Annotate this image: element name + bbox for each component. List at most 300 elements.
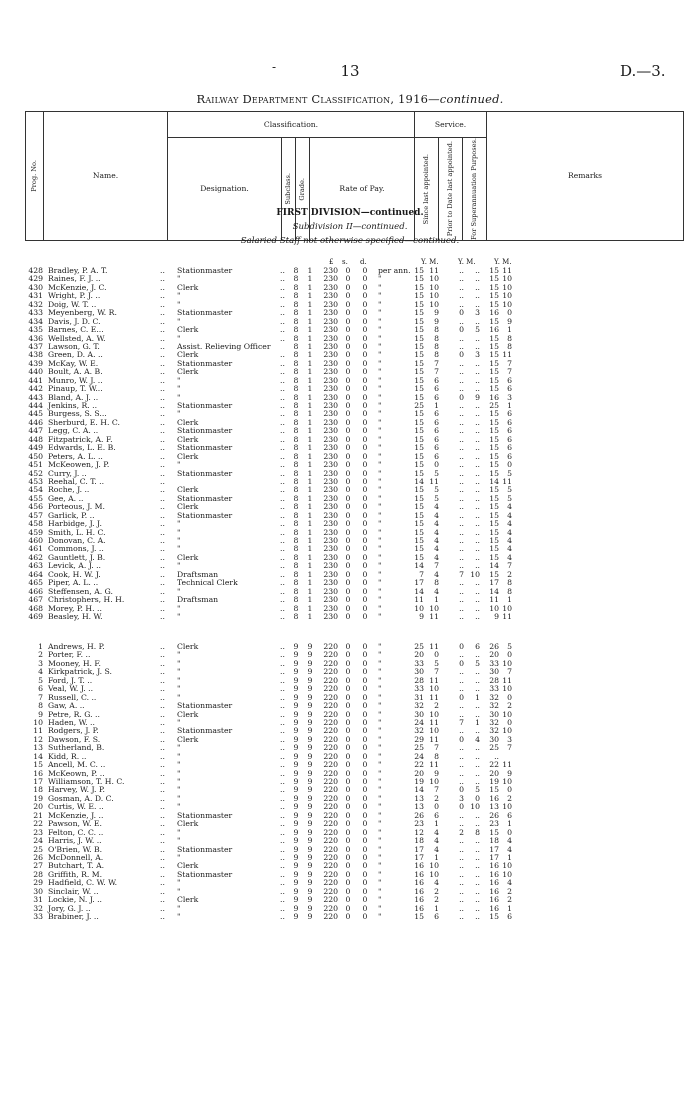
prog-no: 436 — [28, 333, 43, 343]
prior-months: .. — [475, 544, 480, 554]
prior-years: .. — [459, 861, 464, 871]
pay-shillings: 0 — [345, 569, 351, 579]
since-months: 5 — [434, 485, 439, 495]
pay-shillings: 0 — [345, 392, 351, 402]
pay-period: " — [378, 384, 382, 394]
pay-period: " — [378, 282, 382, 292]
leader-dots: .. — [280, 793, 285, 803]
pay-pence: 0 — [362, 299, 368, 309]
page-number: 13 — [340, 62, 360, 80]
prior-months: .. — [475, 527, 480, 537]
pay-pence: 0 — [362, 274, 368, 284]
super-months: 11 — [502, 675, 512, 685]
grade: 9 — [307, 869, 313, 879]
pay-period: " — [378, 291, 382, 301]
leader-dots: .. — [280, 308, 285, 318]
grade: 1 — [307, 392, 313, 402]
since-years: 15 — [414, 468, 424, 478]
since-months: 4 — [434, 569, 439, 579]
super-months: 6 — [507, 443, 512, 453]
prior-years: .. — [459, 544, 464, 554]
prior-years: .. — [459, 603, 464, 613]
since-months: 6 — [434, 810, 439, 820]
prior-months: 0 — [475, 793, 480, 803]
pay-shillings: 0 — [345, 836, 351, 846]
designation: " — [177, 717, 181, 727]
staff-name: Wright, P. J. .. — [48, 291, 101, 301]
leader-dots: .. — [280, 266, 285, 275]
since-months: 11 — [429, 476, 439, 486]
subclass: 8 — [293, 544, 299, 554]
pay-period: per ann. — [378, 266, 411, 275]
since-years: 15 — [414, 502, 424, 512]
since-years: 30 — [414, 667, 424, 677]
subclass: 8 — [293, 493, 299, 503]
staff-name: Kidd, R. .. — [48, 751, 87, 761]
prior-years: .. — [459, 384, 464, 394]
leader-dots: .. — [280, 895, 285, 905]
grade: 9 — [307, 675, 313, 685]
designation: " — [177, 667, 181, 677]
pay-pence: 0 — [362, 552, 368, 562]
pay-period: " — [378, 777, 382, 786]
pay-period: " — [378, 502, 382, 512]
pay-shillings: 0 — [345, 734, 351, 744]
grade: 1 — [307, 274, 313, 284]
prog-no: 442 — [28, 384, 43, 394]
grade: 9 — [307, 701, 313, 711]
subclass: 8 — [293, 578, 299, 588]
pay-shillings: 0 — [345, 751, 351, 761]
super-years: 16 — [489, 308, 499, 318]
pay-pence: 0 — [362, 751, 368, 761]
grade: 9 — [307, 852, 313, 862]
pay-shillings: 0 — [345, 827, 351, 837]
pay-shillings: 0 — [345, 709, 351, 719]
subclass: 9 — [293, 819, 299, 829]
pay-period: " — [378, 611, 382, 621]
pay-pence: 0 — [362, 827, 368, 837]
pay-period: " — [378, 510, 382, 520]
pay-pounds: 230 — [323, 291, 338, 301]
pay-pence: 0 — [362, 701, 368, 711]
pay-pounds: 230 — [323, 476, 338, 486]
prior-years: .. — [459, 852, 464, 862]
prog-no: 437 — [28, 341, 43, 351]
grade: 1 — [307, 350, 313, 360]
pay-pounds: 230 — [323, 493, 338, 503]
designation: Clerk — [177, 502, 199, 512]
subclass: 9 — [293, 836, 299, 846]
subclass: 8 — [293, 611, 299, 621]
since-years: 15 — [414, 527, 424, 537]
pay-period: " — [378, 569, 382, 579]
pay-period: " — [378, 861, 382, 871]
subclass: 8 — [293, 468, 299, 478]
super-years: 25 — [489, 743, 499, 753]
since-months: 5 — [434, 493, 439, 503]
leader-dots: .. — [280, 502, 285, 512]
prior-months: 1 — [475, 692, 480, 702]
since-months: 6 — [434, 375, 439, 385]
prog-no: 7 — [38, 692, 43, 702]
pay-pounds: 230 — [323, 392, 338, 402]
super-months: 10 — [502, 274, 512, 284]
since-years: 33 — [414, 658, 424, 668]
pay-period: " — [378, 760, 382, 770]
leader-dots: .. — [160, 468, 165, 478]
subclass: 8 — [293, 552, 299, 562]
since-years: 13 — [414, 802, 424, 812]
pay-pounds: 220 — [323, 760, 338, 770]
unit-ym-since: Y. M. — [421, 258, 439, 266]
pay-pounds: 220 — [323, 861, 338, 871]
prior-years: .. — [459, 578, 464, 588]
since-years: 15 — [414, 510, 424, 520]
super-months: 11 — [502, 476, 512, 486]
super-years: 15 — [489, 299, 499, 309]
leader-dots: .. — [160, 777, 165, 786]
super-years: 11 — [489, 595, 499, 605]
table-row — [0, 284, 700, 292]
subclass: 8 — [293, 561, 299, 571]
pay-period: " — [378, 709, 382, 719]
prior-years: .. — [459, 282, 464, 292]
prior-months: .. — [475, 912, 480, 921]
staff-name: Sherburd, E. H. C. — [48, 417, 120, 427]
super-months: 4 — [507, 510, 512, 520]
prior-months: .. — [475, 384, 480, 394]
staff-name: Bland, A. J. .. — [48, 392, 99, 402]
since-years: 14 — [414, 476, 424, 486]
subclass: 9 — [293, 667, 299, 677]
leader-dots: .. — [160, 642, 165, 651]
pay-shillings: 0 — [345, 325, 351, 335]
designation: " — [177, 333, 181, 343]
pay-pounds: 220 — [323, 658, 338, 668]
table-row — [0, 309, 700, 317]
since-years: 14 — [414, 561, 424, 571]
leader-dots: .. — [280, 912, 285, 921]
prog-no: 9 — [38, 709, 43, 719]
leader-dots: .. — [280, 333, 285, 343]
prior-months: .. — [475, 595, 480, 605]
pay-period: " — [378, 903, 382, 913]
staff-name: McKenzie, J. C. — [48, 282, 107, 292]
pay-pence: 0 — [362, 493, 368, 503]
pay-pounds: 220 — [323, 827, 338, 837]
super-months: 6 — [507, 384, 512, 394]
super-months: 0 — [507, 460, 512, 470]
leader-dots: .. — [160, 299, 165, 309]
super-years: 16 — [489, 878, 499, 888]
staff-name: McDonnell, A. — [48, 852, 104, 862]
staff-name: Ancell, M. C. .. — [48, 760, 106, 770]
super-years: 15 — [489, 341, 499, 351]
prog-no: 30 — [33, 886, 43, 896]
super-months: 2 — [507, 701, 512, 711]
super-months: 6 — [507, 375, 512, 385]
prog-no: 467 — [28, 595, 43, 605]
super-months: 2 — [507, 569, 512, 579]
prior-months: .. — [475, 611, 480, 621]
pay-pence: 0 — [362, 658, 368, 668]
since-years: 15 — [414, 291, 424, 301]
table-row — [0, 651, 700, 659]
leader-dots: .. — [280, 603, 285, 613]
prior-years: 7 — [459, 717, 464, 727]
subclass: 8 — [293, 476, 299, 486]
designation: " — [177, 760, 181, 770]
grade: 1 — [307, 299, 313, 309]
pay-pounds: 220 — [323, 726, 338, 736]
prior-years: .. — [459, 912, 464, 921]
prior-years: .. — [459, 468, 464, 478]
prior-months: .. — [475, 743, 480, 753]
super-months: 9 — [507, 316, 512, 326]
table-row — [0, 537, 700, 545]
table-row — [0, 702, 700, 710]
since-months: 9 — [434, 316, 439, 326]
prior-years: .. — [459, 451, 464, 461]
leader-dots: .. — [160, 519, 165, 529]
designation: " — [177, 777, 181, 786]
prior-months: .. — [475, 675, 480, 685]
designation: " — [177, 375, 181, 385]
super-months: 8 — [507, 333, 512, 343]
staff-name: Russell, C. .. — [48, 692, 97, 702]
pay-pence: 0 — [362, 743, 368, 753]
prog-no: 18 — [33, 785, 43, 795]
pay-pounds: 220 — [323, 895, 338, 905]
pay-pounds: 230 — [323, 341, 338, 351]
since-years: 7 — [419, 569, 424, 579]
prior-months: .. — [475, 502, 480, 512]
leader-dots: .. — [160, 367, 165, 377]
since-months: 10 — [429, 869, 439, 879]
prog-no: 24 — [33, 836, 43, 846]
pay-shillings: 0 — [345, 384, 351, 394]
since-months: 1 — [434, 903, 439, 913]
prior-years: .. — [459, 878, 464, 888]
pay-shillings: 0 — [345, 810, 351, 820]
since-years: 15 — [414, 451, 424, 461]
section-salaried: Salaried Staff not otherwise specified—continued. — [240, 236, 460, 246]
pay-shillings: 0 — [345, 552, 351, 562]
since-years: 16 — [414, 878, 424, 888]
pay-shillings: 0 — [345, 527, 351, 537]
prior-months: .. — [475, 510, 480, 520]
super-years: 15 — [489, 468, 499, 478]
staff-name: Williamson, T. H. C. — [48, 777, 125, 786]
super-years: 17 — [489, 578, 499, 588]
header-prog-no: Prog. No. — [26, 112, 44, 241]
pay-pence: 0 — [362, 266, 368, 275]
since-months: 8 — [434, 341, 439, 351]
since-months: 8 — [434, 325, 439, 335]
designation: " — [177, 852, 181, 862]
leader-dots: .. — [160, 316, 165, 326]
pay-pence: 0 — [362, 903, 368, 913]
since-months: 11 — [429, 675, 439, 685]
header-name: Name. — [44, 112, 168, 241]
super-months: 0 — [507, 308, 512, 318]
super-years: 16 — [489, 793, 499, 803]
super-months: 1 — [507, 325, 512, 335]
leader-dots: .. — [280, 819, 285, 829]
table-row — [0, 913, 700, 921]
staff-name: Ford, J. T. .. — [48, 675, 93, 685]
since-years: 19 — [414, 777, 424, 786]
leader-dots: .. — [160, 667, 165, 677]
super-months: 1 — [507, 852, 512, 862]
staff-name: Mooney, H. F. — [48, 658, 102, 668]
pay-shillings: 0 — [345, 650, 351, 660]
table-row — [0, 343, 700, 351]
grade: 1 — [307, 358, 313, 368]
prog-no: 439 — [28, 358, 43, 368]
prior-years: .. — [459, 299, 464, 309]
subclass: 9 — [293, 810, 299, 820]
pay-shillings: 0 — [345, 869, 351, 879]
super-years: 15 — [489, 333, 499, 343]
super-months: 0 — [507, 827, 512, 837]
leader-dots: .. — [160, 692, 165, 702]
pay-shillings: 0 — [345, 878, 351, 888]
table-row — [0, 719, 700, 727]
super-years: 15 — [489, 384, 499, 394]
pay-period: " — [378, 684, 382, 694]
super-months: 4 — [507, 502, 512, 512]
pay-shillings: 0 — [345, 912, 351, 921]
prog-no: 459 — [28, 527, 43, 537]
since-years: 15 — [414, 266, 424, 275]
grade: 1 — [307, 266, 313, 275]
pay-shillings: 0 — [345, 586, 351, 596]
super-months: 11 — [502, 611, 512, 621]
subclass: 8 — [293, 333, 299, 343]
super-months: 10 — [502, 726, 512, 736]
pay-period: " — [378, 325, 382, 335]
leader-dots: .. — [160, 650, 165, 660]
pay-period: " — [378, 561, 382, 571]
pay-period: " — [378, 895, 382, 905]
since-years: 15 — [414, 536, 424, 545]
leader-dots: .. — [280, 299, 285, 309]
pay-pence: 0 — [362, 510, 368, 520]
super-years: 16 — [489, 886, 499, 896]
leader-dots: .. — [280, 291, 285, 301]
pay-pence: 0 — [362, 819, 368, 829]
super-years: 15 — [489, 460, 499, 470]
grade: 9 — [307, 684, 313, 694]
staff-list-group-1 — [0, 267, 700, 621]
subclass: 9 — [293, 692, 299, 702]
prior-years: 0 — [459, 785, 464, 795]
subclass: 9 — [293, 844, 299, 854]
pay-shillings: 0 — [345, 468, 351, 478]
grade: 9 — [307, 734, 313, 744]
pay-period: " — [378, 675, 382, 685]
pay-pence: 0 — [362, 802, 368, 812]
pay-shillings: 0 — [345, 476, 351, 486]
pay-pounds: 220 — [323, 768, 338, 778]
pay-pounds: 230 — [323, 510, 338, 520]
prior-years: .. — [459, 561, 464, 571]
pay-pence: 0 — [362, 869, 368, 879]
grade: 1 — [307, 569, 313, 579]
leader-dots: .. — [280, 476, 285, 486]
designation: Stationmaster — [177, 266, 233, 275]
super-months: 4 — [507, 544, 512, 554]
since-months: 10 — [429, 709, 439, 719]
page-code: D.—3. — [620, 62, 666, 80]
prog-no: 14 — [33, 751, 43, 761]
pay-period: " — [378, 734, 382, 744]
prior-months: .. — [475, 443, 480, 453]
leader-dots: .. — [160, 836, 165, 846]
staff-name: Sutherland, B. — [48, 743, 105, 753]
designation: " — [177, 561, 181, 571]
super-months: 8 — [507, 586, 512, 596]
prior-months: .. — [475, 819, 480, 829]
prog-no: 438 — [28, 350, 43, 360]
prior-months: .. — [475, 709, 480, 719]
pay-shillings: 0 — [345, 460, 351, 470]
grade: 1 — [307, 282, 313, 292]
leader-dots: .. — [280, 350, 285, 360]
subclass: 8 — [293, 519, 299, 529]
subclass: 9 — [293, 869, 299, 879]
since-months: 6 — [434, 409, 439, 419]
since-years: 17 — [414, 578, 424, 588]
table-row — [0, 711, 700, 719]
prior-months: 10 — [470, 802, 480, 812]
prior-months: .. — [475, 367, 480, 377]
pay-period: " — [378, 485, 382, 495]
pay-pounds: 230 — [323, 434, 338, 444]
prior-months: 6 — [475, 642, 480, 651]
staff-name: Fitzpatrick, A. F. — [48, 434, 113, 444]
prior-years: .. — [459, 675, 464, 685]
leader-dots: .. — [280, 869, 285, 879]
leader-dots: .. — [280, 650, 285, 660]
prior-years: .. — [459, 760, 464, 770]
super-years: 15 — [489, 274, 499, 284]
pay-pounds: 230 — [323, 308, 338, 318]
prior-years: .. — [459, 401, 464, 410]
pay-period: " — [378, 802, 382, 812]
subclass: 9 — [293, 903, 299, 913]
grade: 1 — [307, 426, 313, 436]
prog-no: 21 — [33, 810, 43, 820]
leader-dots: .. — [160, 350, 165, 360]
designation: Stationmaster — [177, 308, 233, 318]
unit-ym-prior: Y. M. — [458, 258, 476, 266]
pay-pounds: 220 — [323, 785, 338, 795]
designation: Clerk — [177, 367, 199, 377]
super-months: 3 — [507, 392, 512, 402]
pay-shillings: 0 — [345, 603, 351, 613]
staff-name: Harbidge, J. J. — [48, 519, 102, 529]
pay-pounds: 230 — [323, 358, 338, 368]
pay-pence: 0 — [362, 895, 368, 905]
since-months: 11 — [429, 266, 439, 275]
since-months: 7 — [434, 743, 439, 753]
table-row — [0, 896, 700, 904]
super-months: 5 — [507, 485, 512, 495]
leader-dots: .. — [160, 595, 165, 605]
